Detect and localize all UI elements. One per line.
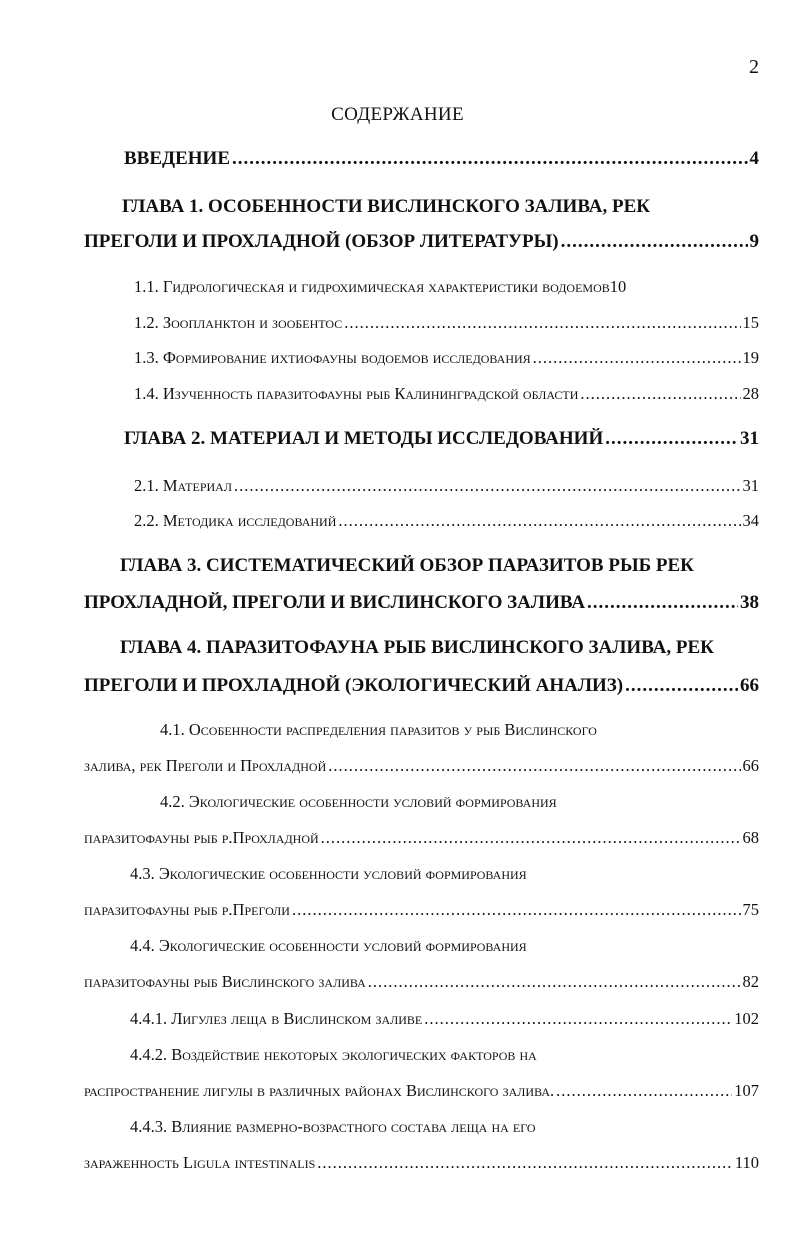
leader-dots bbox=[580, 384, 740, 404]
page-ref: 19 bbox=[742, 348, 759, 367]
leader-dots bbox=[368, 972, 741, 992]
leader-dots bbox=[561, 231, 748, 253]
page-ref: 66 bbox=[742, 756, 759, 775]
leader-dots bbox=[625, 675, 738, 697]
page-ref: 110 bbox=[734, 1153, 759, 1172]
page-ref: 102 bbox=[734, 1009, 759, 1028]
toc-entry-section-2-2[interactable]: 2.2. Методика исследований ..... 34 bbox=[134, 511, 759, 531]
page-ref: 68 bbox=[742, 828, 759, 847]
page-ref: 82 bbox=[742, 972, 759, 991]
leader-dots bbox=[338, 511, 740, 531]
leader-dots bbox=[605, 428, 738, 450]
leader-dots bbox=[344, 313, 740, 333]
toc-entry-section-4-4-line-1: 4.4. Экологические особенности условий формирования bbox=[130, 936, 527, 955]
leader-dots bbox=[317, 1153, 733, 1173]
page-ref: 9 bbox=[749, 231, 759, 252]
toc-entry-section-4-1[interactable]: залива, рек Преголи и Прохладной ..... 66 bbox=[84, 756, 759, 776]
page-ref: 38 bbox=[740, 592, 759, 613]
toc-entry-section-1-1[interactable]: 1.1. Гидрологическая и гидрохимическая характеристики водоемов 10 bbox=[134, 277, 627, 296]
toc-entry-chapter-3[interactable]: ПРОХЛАДНОЙ, ПРЕГОЛИ И ВИСЛИНСКОГО ЗАЛИВА ..... 38 bbox=[84, 592, 759, 614]
page-ref: 107 bbox=[734, 1081, 759, 1100]
toc-entry-section-2-1[interactable]: 2.1. Материал ..... 31 bbox=[134, 476, 759, 496]
leader-dots bbox=[587, 592, 738, 614]
toc-entry-section-4-2[interactable]: паразитофауны рыб р.Прохладной ..... 68 bbox=[84, 828, 759, 848]
toc-entry-section-4-4-3-line-1: 4.4.3. Влияние размерно-возрастного состава леща на его bbox=[130, 1117, 536, 1136]
page-ref: 10 bbox=[609, 277, 627, 296]
page-ref: 75 bbox=[742, 900, 759, 919]
leader-dots bbox=[556, 1081, 732, 1101]
toc-entry-section-4-4-3[interactable]: зараженность Ligula intestinalis ..... 110 bbox=[84, 1153, 759, 1173]
leader-dots bbox=[232, 148, 748, 170]
toc-entry-introduction[interactable]: ВВЕДЕНИЕ ..... 4 bbox=[124, 148, 759, 170]
leader-dots bbox=[292, 900, 741, 920]
toc-entry-section-4-4-1[interactable]: 4.4.1. Лигулез леща в Вислинском заливе ..... 102 bbox=[130, 1009, 759, 1029]
leader-dots bbox=[321, 828, 741, 848]
toc-title: СОДЕРЖАНИЕ bbox=[331, 104, 464, 125]
page-ref: 66 bbox=[740, 675, 759, 696]
leader-dots bbox=[328, 756, 740, 776]
toc-entry-chapter-4-line-1: ГЛАВА 4. ПАРАЗИТОФАУНА РЫБ ВИСЛИНСКОГО ЗАЛИВА, РЕК bbox=[120, 637, 714, 658]
toc-entry-section-4-1-line-1: 4.1. Особенности распределения паразитов у рыб Вислинского bbox=[160, 720, 597, 739]
page-ref: 34 bbox=[742, 511, 759, 530]
toc-entry-section-4-4[interactable]: паразитофауны рыб Вислинского залива ..... 82 bbox=[84, 972, 759, 992]
toc-entry-section-1-3[interactable]: 1.3. Формирование ихтиофауны водоемов исследования ..... 19 bbox=[134, 348, 759, 368]
page-ref: 4 bbox=[749, 148, 759, 169]
page-ref: 31 bbox=[742, 476, 759, 495]
toc-entry-chapter-3-line-1: ГЛАВА 3. СИСТЕМАТИЧЕСКИЙ ОБЗОР ПАРАЗИТОВ РЫБ РЕК bbox=[120, 555, 694, 576]
toc-entry-section-4-4-2[interactable]: распространение лигулы в различных районах Вислинского залива. ..... 107 bbox=[84, 1081, 759, 1101]
toc-entry-section-4-2-line-1: 4.2. Экологические особенности условий формирования bbox=[160, 792, 557, 811]
toc-entry-chapter-4[interactable]: ПРЕГОЛИ И ПРОХЛАДНОЙ (ЭКОЛОГИЧЕСКИЙ АНАЛИЗ) ..... 66 bbox=[84, 675, 759, 697]
toc-entry-chapter-1[interactable]: ПРЕГОЛИ И ПРОХЛАДНОЙ (ОБЗОР ЛИТЕРАТУРЫ) ..... 9 bbox=[84, 231, 759, 253]
toc-entry-section-1-4[interactable]: 1.4. Изученность паразитофауны рыб Калининградской области ..... 28 bbox=[134, 384, 759, 404]
page-ref: 15 bbox=[742, 313, 759, 332]
toc-entry-chapter-1-line-1: ГЛАВА 1. ОСОБЕННОСТИ ВИСЛИНСКОГО ЗАЛИВА, РЕК bbox=[122, 196, 651, 217]
toc-entry-chapter-2[interactable]: ГЛАВА 2. МАТЕРИАЛ И МЕТОДЫ ИССЛЕДОВАНИЙ ..... 31 bbox=[124, 428, 759, 450]
toc-entry-section-4-4-2-line-1: 4.4.2. Воздействие некоторых экологических факторов на bbox=[130, 1045, 537, 1064]
leader-dots bbox=[234, 476, 741, 496]
page-number: 2 bbox=[749, 56, 759, 78]
page-ref: 28 bbox=[742, 384, 759, 403]
toc-entry-section-1-2[interactable]: 1.2. Зоопланктон и зообентос ..... 15 bbox=[134, 313, 759, 333]
toc-entry-section-4-3-line-1: 4.3. Экологические особенности условий формирования bbox=[130, 864, 527, 883]
leader-dots bbox=[533, 348, 741, 368]
toc-entry-section-4-3[interactable]: паразитофауны рыб р.Преголи ..... 75 bbox=[84, 900, 759, 920]
leader-dots bbox=[424, 1009, 732, 1029]
page-ref: 31 bbox=[740, 428, 759, 449]
